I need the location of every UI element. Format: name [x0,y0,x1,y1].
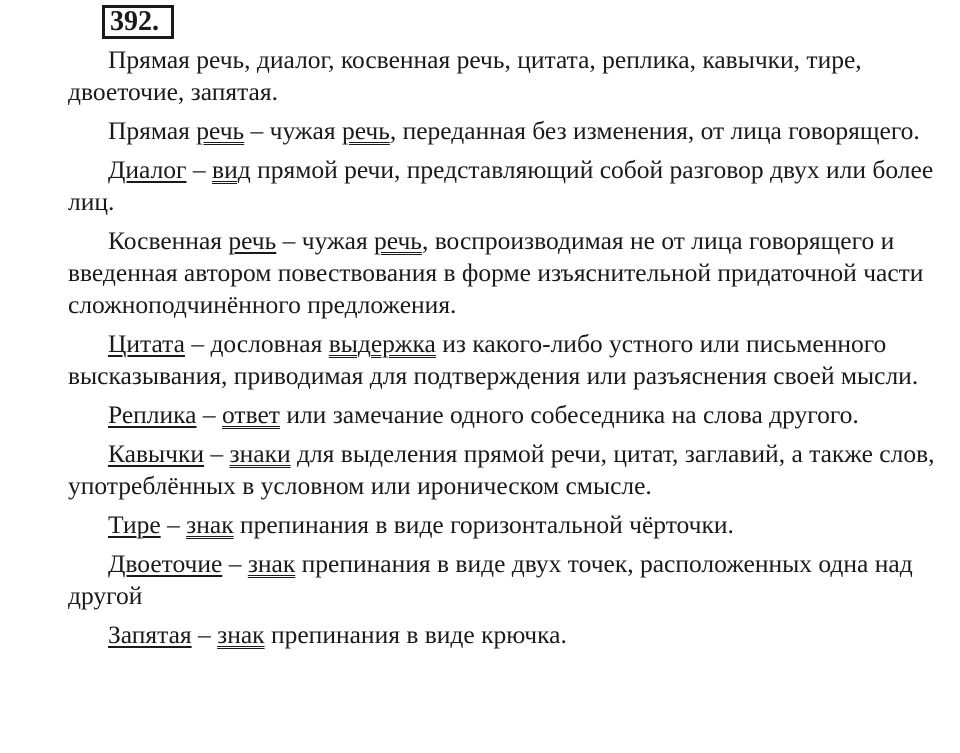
definition-colon [68,548,948,612]
term-remark: Реплика [108,400,197,429]
predicate-sign: знак [247,549,296,578]
definition-dialogue [68,154,948,218]
term-indirect-speech-first-word: Косвенная [108,226,222,255]
definition-rest: прямой речи, представляющий собой разговор двух или более лиц. [68,155,934,216]
term-dash: Тире [108,510,161,539]
modifier-word: чужая [269,116,336,145]
predicate-excerpt: выдержка [328,329,436,358]
predicate-sign: знак [186,510,234,539]
definition-quotation [68,328,948,392]
predicate-speech: речь [374,226,422,255]
term-comma: Запятая [108,620,192,649]
definition-rest: препинания в виде двух точек, расположенных одна над другой [68,549,913,610]
term-colon: Двоеточие [108,549,223,578]
modifier-word: дословная [210,329,323,358]
definition-rest: или замечание одного собеседника на слова другого. [286,400,859,429]
subject-speech: речь [228,226,277,255]
term-dialogue: Диалог [108,155,187,184]
dash: – [167,510,180,539]
dash: – [192,155,206,184]
dash: – [202,400,216,429]
predicate-answer: ответ [222,400,280,429]
term-direct-speech-first-word: Прямая [108,116,190,145]
definition-direct-speech [68,115,948,147]
dash: – [191,329,205,358]
exercise-text [68,44,948,658]
term-quotation: Цитата [108,329,185,358]
predicate-kind: вид [212,155,251,184]
intro-paragraph: Прямая речь, диалог, косвенная речь, цитата, реплика, кавычки, тире, двоеточие, запятая. [68,45,862,106]
predicate-speech: речь [341,116,390,145]
definition-rest: для выделения прямой речи, цитат, заглавий, а также слов, употреблённых в условном или ироническом смысле. [68,439,935,500]
term-quotes: Кавычки [108,439,205,468]
definition-dash [68,509,948,541]
definition-rest: , воспроизводимая не от лица говорящего и введенная автором повествования в форме изъяснительной придаточной части сложноподчинённого предложения. [68,226,924,319]
definition-rest: из какого-либо устного или письменного высказывания, приводимая для подтверждения или разъяснения своей мысли. [68,329,919,390]
subject-speech: речь [196,116,245,145]
definition-rest: препинания в виде горизонтальной чёрточки. [239,510,734,539]
dash: – [210,439,224,468]
predicate-sign: знак [217,620,265,649]
dash: – [282,226,296,255]
dash: – [228,549,242,578]
dash: – [198,620,211,649]
definition-rest: , переданная без изменения, от лица говорящего. [389,116,920,145]
exercise-number: 392. [102,5,174,39]
definition-indirect-speech [68,225,948,321]
definition-quotes [68,438,948,502]
definition-comma [68,619,948,651]
modifier-word: чужая [301,226,368,255]
predicate-signs: знаки [229,439,291,468]
dash: – [250,116,264,145]
definition-rest: препинания в виде крючка. [270,620,567,649]
definition-remark [68,399,948,431]
